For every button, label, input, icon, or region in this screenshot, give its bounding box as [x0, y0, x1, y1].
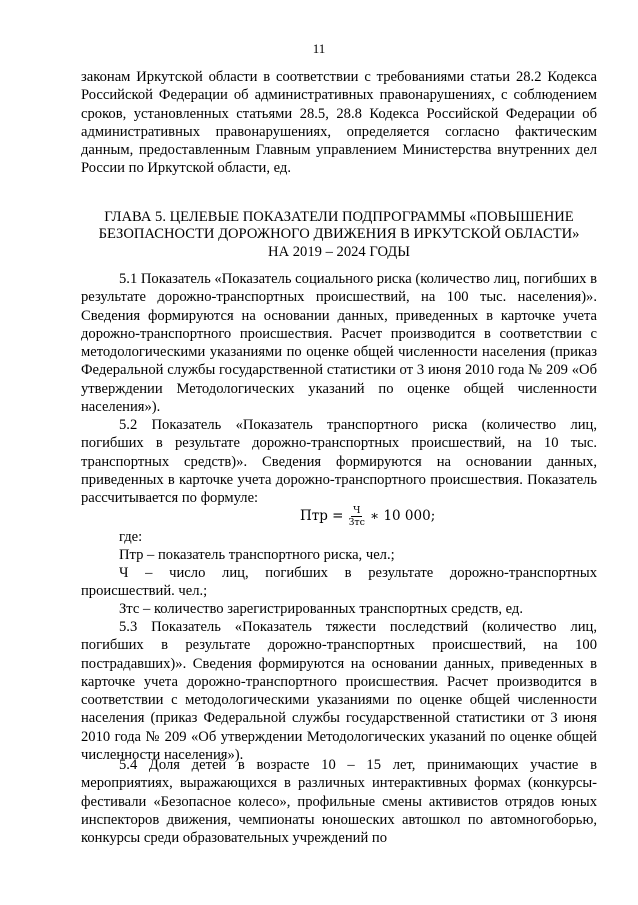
paragraph-5-2: 5.2 Показатель «Показатель транспортного риска (количество лиц, погибших в результате дорожно-транспортных происшествий, на 10 тыс. транспортных средств)». Сведения формируются на основании данных, приведенных в карточке учета дорожно-транспортного происшествия. Показатель рассчитывается по формуле:: [81, 417, 597, 507]
chapter-heading-line-1: ГЛАВА 5. ЦЕЛЕВЫЕ ПОКАЗАТЕЛИ ПОДПРОГРАММЫ «ПОВЫШЕНИЕ: [104, 209, 574, 225]
chapter-heading-line-3: НА 2019 – 2024 ГОДЫ: [268, 243, 410, 260]
chapter-heading: [75, 209, 603, 261]
paragraph-5-1: 5.1 Показатель «Показатель социального риска (количество лиц, погибших в результате дорожно-транспортных происшествий, на 100 тыс. населения)». Сведения формируются на основании данных, приведенных в карточке учета дорожно-транспортного происшествия. Расчет производится в соответствии с методологическими указаниями по оценке общей численности населения (приказ Федеральной службы государственной статистики от 3 июня 2010 года № 209 «Об утверждении Методологических указаний по оценке общей численности населения»).: [81, 271, 597, 416]
definition-zts: Зтс – количество зарегистрированных транспортных средств, ед.: [119, 601, 523, 617]
formula-numerator: Ч: [353, 505, 361, 516]
paragraph-5-4: 5.4 Доля детей в возрасте 10 – 15 лет, принимающих участие в мероприятиях, выражающихся в различных интерактивных формах (конкурсы-фестивали «Безопасное колесо», профильные смены активистов отрядов юных инспекторов движения, чемпионаты юношеских автошкол по автомногоборью, конкурсы среди образовательных учреждений по: [81, 757, 597, 847]
paragraph-5-3: 5.3 Показатель «Показатель тяжести последствий (количество лиц, погибших в результате дорожно-транспортных происшествий, на 100 пострадавших)». Сведения формируются на основании данных, приведенных в карточке учета дорожно-транспортного происшествия. Расчет производится в соответствии с методологическими указаниями по оценке общей численности населения (приказ Федеральной службы государственной статистики от 3 июня 2010 года № 209 «Об утверждении Методологических указаний по оценке общей численности населения»).: [81, 619, 597, 764]
transport-risk-formula: [300, 505, 435, 528]
formula-lhs: Птр =: [300, 508, 344, 525]
intro-paragraph: законам Иркутской области в соответствии с требованиями статьи 28.2 Кодекса Российской Федерации об административных правонарушениях, с соблюдением сроков, установленных статьями 28.5, 28.8 Кодекса Российской Федерации об административных правонарушениях, определяется согласно фактическим данным, предоставленным Главным управлением Министерства внутренних дел России по Иркутской области, ед.: [81, 69, 597, 177]
definition-ptr: Птр – показатель транспортного риска, чел.;: [119, 547, 395, 563]
page-number: 11: [312, 41, 326, 56]
formula-fraction: [347, 505, 368, 528]
chapter-heading-line-2: БЕЗОПАСНОСТИ ДОРОЖНОГО ДВИЖЕНИЯ В ИРКУТСКОЙ ОБЛАСТИ»: [98, 226, 580, 243]
where-label: где:: [119, 529, 143, 545]
formula-rhs: ∗ 10 000;: [370, 508, 436, 525]
definition-ch: Ч – число лиц, погибших в результате дорожно-транспортных происшествий. чел.;: [81, 565, 597, 600]
formula-denominator: Зтс: [348, 517, 365, 528]
